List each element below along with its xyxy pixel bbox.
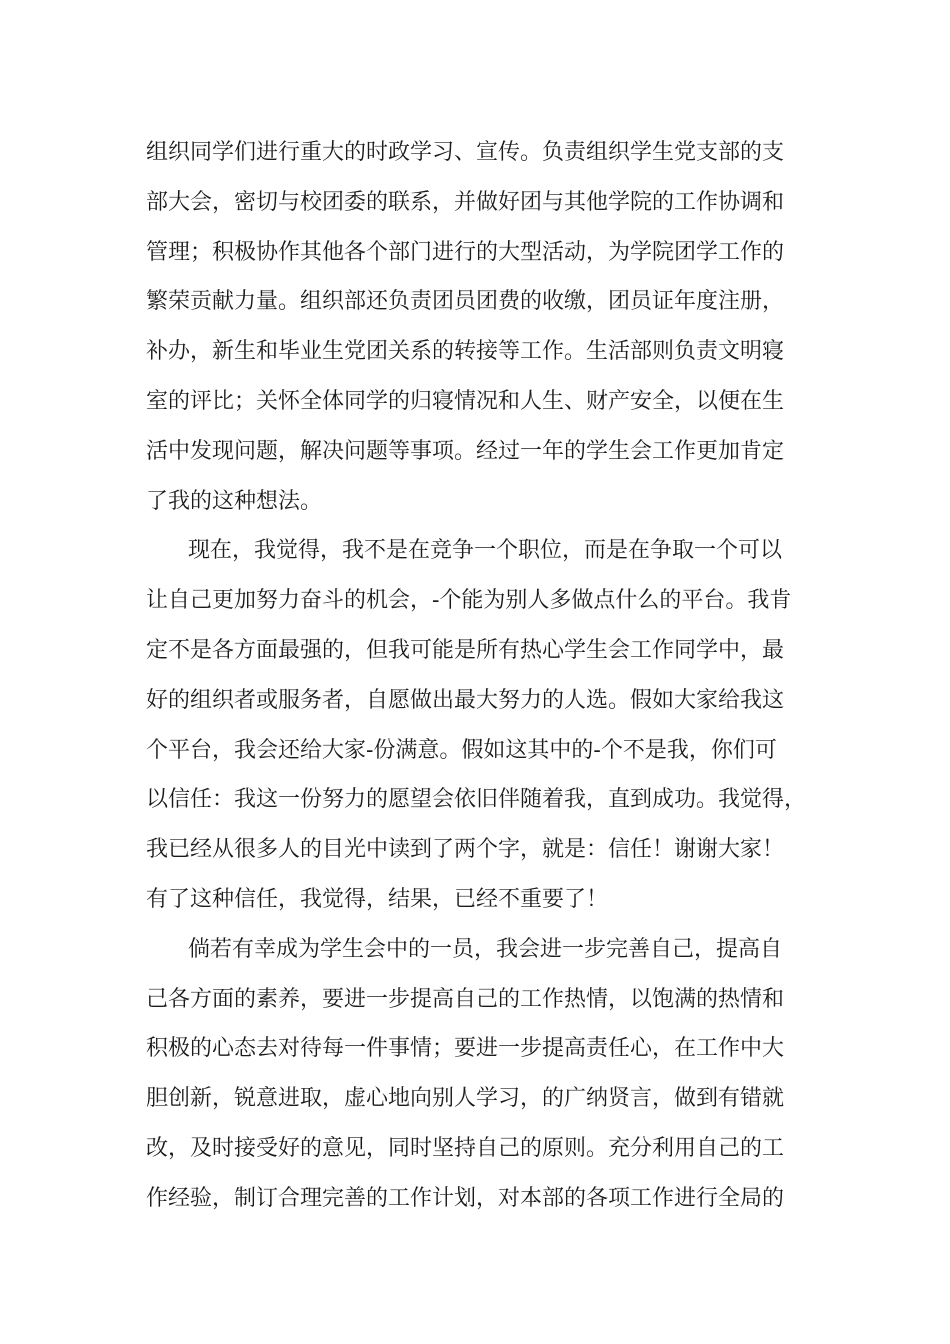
text-line: 个平台，我会还给大家-份满意。假如这其中的-个不是我，你们可 [146, 737, 777, 763]
text-line: 了我的这种想法。 [146, 488, 323, 514]
text-line: 让自己更加努力奋斗的机会，-个能为别人多做点什么的平台。我肯 [146, 588, 792, 614]
text-line: 我已经从很多人的目光中读到了两个字，就是：信任！谢谢大家！ [146, 837, 785, 863]
text-line: 倘若有幸成为学生会中的一员，我会进一步完善自己，提高自 [188, 936, 783, 962]
text-line: 室的评比；关怀全体同学的归寝情况和人生、财产安全，以便在生 [146, 388, 785, 414]
text-line: 活中发现问题，解决问题等事项。经过一年的学生会工作更加肯定 [146, 438, 785, 464]
text-line: 胆创新，锐意进取，虚心地向别人学习，的广纳贤言，做到有错就 [146, 1086, 785, 1112]
document-body [146, 128, 836, 1224]
text-line: 繁荣贡献力量。组织部还负责团员团费的收缴，团员证年度注册， [146, 289, 785, 315]
text-line: 以信任：我这一份努力的愿望会依旧伴随着我，直到成功。我觉得， [146, 787, 807, 813]
text-line: 有了这种信任，我觉得，结果，已经不重要了！ [146, 886, 609, 912]
text-line: 组织同学们进行重大的时政学习、宣传。负责组织学生党支部的支 [146, 140, 785, 165]
text-line: 己各方面的素养，要进一步提高自己的工作热情，以饱满的热情和 [146, 986, 785, 1012]
text-line: 现在，我觉得，我不是在竞争一个职位，而是在争取一个可以 [188, 538, 783, 564]
text-line: 部大会，密切与校团委的联系，并做好团与其他学院的工作协调和 [146, 189, 785, 215]
text-line: 积极的心态去对待每一件事情；要进一步提高责任心，在工作中大 [146, 1036, 785, 1062]
text-line: 管理；积极协作其他各个部门进行的大型活动，为学院团学工作的 [146, 239, 785, 265]
text-line: 改，及时接受好的意见，同时坚持自己的原则。充分利用自己的工 [146, 1135, 785, 1161]
text-line: 定不是各方面最强的，但我可能是所有热心学生会工作同学中，最 [146, 637, 785, 663]
text-line: 好的组织者或服务者，自愿做出最大努力的人选。假如大家给我这 [146, 687, 785, 713]
text-line: 作经验，制订合理完善的工作计划，对本部的各项工作进行全局的 [146, 1185, 785, 1211]
text-line: 补办，新生和毕业生党团关系的转接等工作。生活部则负责文明寝 [146, 339, 785, 365]
